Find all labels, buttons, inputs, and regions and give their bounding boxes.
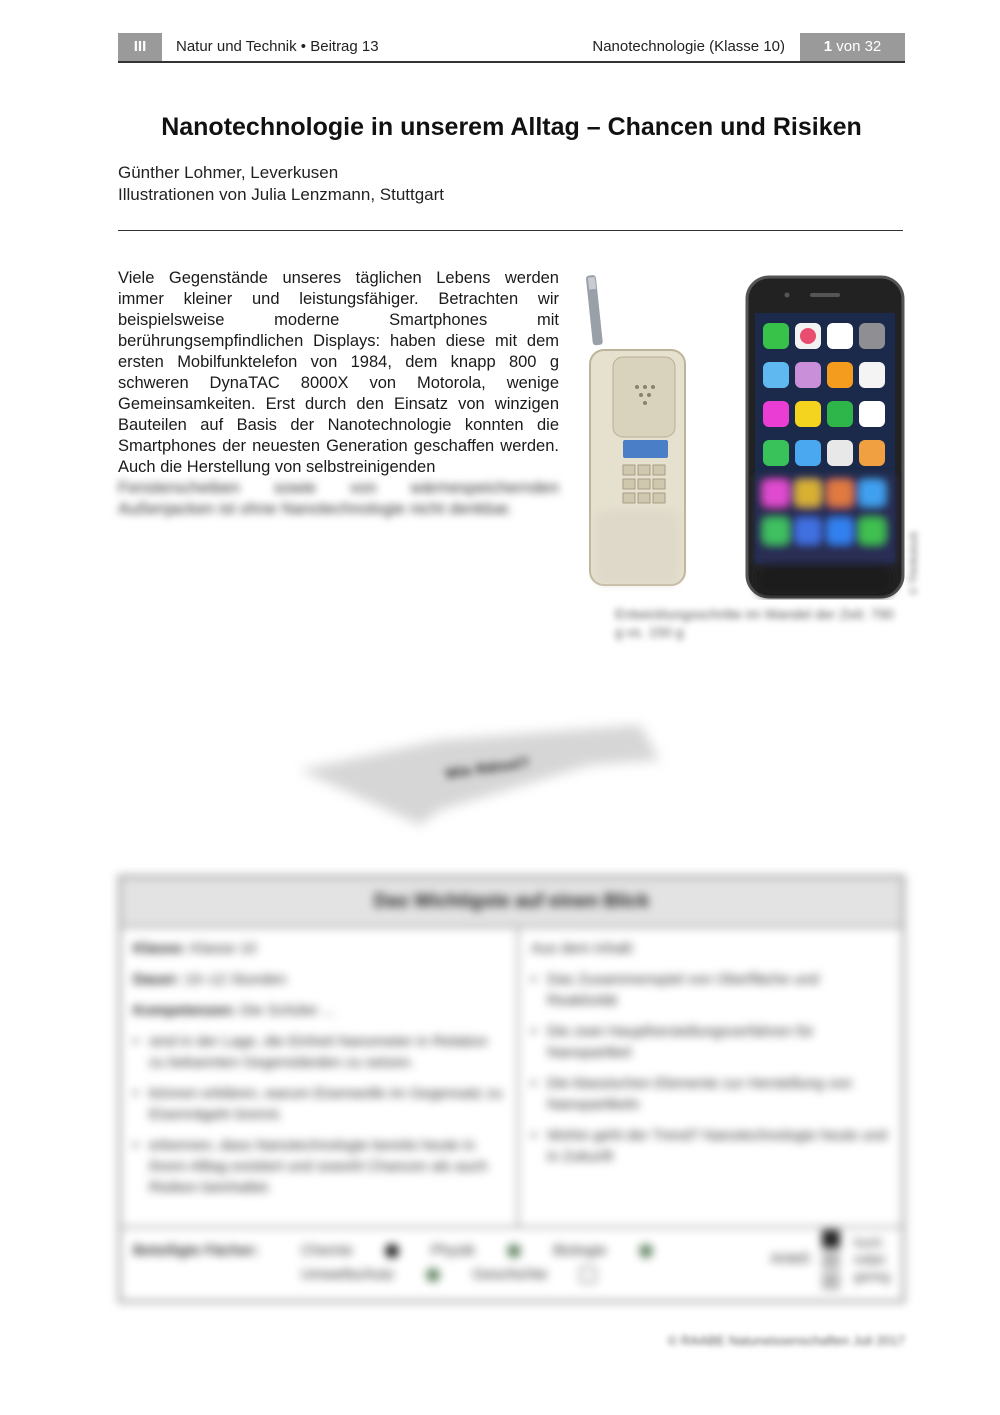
- page-header: [118, 33, 905, 63]
- faecher-row-2: [301, 1266, 624, 1283]
- list-item: • erkennen, dass Nanotechnologie bereits heute in ihrem Alltag existiert und sowohl Chancen als auch Risiken beinhaltet.: [133, 1135, 505, 1198]
- summary-box-title: Das Wichtigste auf einen Blick: [121, 878, 902, 928]
- list-item: • sind in der Lage, die Einheit Nanometer in Relation zu bekannten Gegenständen zu setzen.: [133, 1031, 505, 1073]
- summary-box-footer: [121, 1228, 902, 1302]
- level-medium-icon: [507, 1244, 521, 1258]
- intro-paragraph: Viele Gegenstände unseres täglichen Lebens werden immer kleiner und leistungsfähiger. Betrachten wir beispielsweise moderne Smartphones mit berührungsempfindlichen Displays: haben diese mit dem ersten Mobilfunktelefon von 1984, dem knapp 800 g schweren DynaTAC 8000X von Motorola, wenige Gemeinsamkeiten. Erst durch den Einsatz von winzigen Bauteilen auf Basis der Nanotechnologie konnten die Smartphones der neuesten Generation geschaffen werden. Auch die Herstellung von selbstreinigenden: [118, 269, 559, 476]
- page-current: 1: [823, 38, 833, 55]
- list-item: • Wohin geht der Trend? Nanotechnologie heute und in Zukunft: [531, 1125, 890, 1167]
- level-bars-icon: [822, 1230, 840, 1300]
- fach-geschichte: Geschichte: [473, 1266, 596, 1283]
- level-medium-icon: [426, 1268, 440, 1282]
- author-block: [118, 162, 444, 206]
- inhalt-heading: Aus dem Inhalt:: [531, 940, 636, 957]
- summary-left-column: [121, 928, 519, 1226]
- summary-box: [118, 875, 905, 1303]
- list-item: • Die klassischen Elemente zur Herstellung von Nanopartikeln: [531, 1073, 890, 1115]
- list-item: • können erklären, warum Eisenwolle im Gegensatz zu Eisennägeln brennt.: [133, 1083, 505, 1125]
- intro-paragraph-blurred: Fensterscheiben sowie von wärmespeichernden Außenjacken ist ohne Nanotechnologie nicht denkbar.: [118, 479, 559, 518]
- klasse-row: Klasse: Klasse 10: [133, 940, 257, 957]
- title-divider: [118, 230, 903, 231]
- old-mobile-phone-image: [585, 275, 700, 605]
- smartphone-image: [745, 275, 905, 600]
- author-name: Günther Lohmer, Leverkusen: [118, 163, 339, 182]
- dauer-row: Dauer: 10–12 Stunden: [133, 971, 287, 988]
- banner-label: Wie Rätsel?: [444, 754, 531, 783]
- list-item: • Die zwei Hauptherstellungsverfahren für Nanopartikel: [531, 1021, 890, 1063]
- image-caption: Entwicklungsschritte im Wandel der Zeit: 790 g vs. 150 g: [615, 606, 894, 640]
- series-number: III: [118, 33, 162, 61]
- level-medium-icon: [639, 1244, 653, 1258]
- level-high-icon: [385, 1244, 399, 1258]
- level-legend: hoch mittel gering: [853, 1235, 890, 1284]
- illustrator-name: Illustrationen von Julia Lenzmann, Stuttgart: [118, 185, 445, 204]
- fach-biologie: Biologie: [553, 1242, 652, 1259]
- level-low-icon: [580, 1267, 596, 1283]
- topic-label: Nanotechnologie (Klasse 10): [592, 38, 785, 55]
- page-total: von 32: [832, 38, 882, 55]
- anteil-label: Anteil:: [770, 1250, 812, 1267]
- fach-physik: Physik: [431, 1242, 521, 1259]
- summary-box-columns: [121, 928, 902, 1228]
- document-title: Nanotechnologie in unserem Alltag – Chancen und Risiken: [161, 113, 862, 141]
- copyright-notice: © RAABE Naturwissenschaften Juli 2017: [667, 1333, 905, 1348]
- series-label: Natur und Technik • Beitrag 13: [176, 38, 379, 55]
- kompetenzen-row: Kompetenzen: Die Schüler ...: [133, 1002, 335, 1019]
- fach-umweltschutz: Umweltschutz: [301, 1266, 440, 1283]
- faecher-label: Beteiligte Fächer:: [133, 1242, 259, 1259]
- summary-right-column: [519, 928, 902, 1187]
- page-indicator: [800, 33, 905, 61]
- faecher-row-1: [301, 1242, 681, 1259]
- fach-chemie: Chemie: [301, 1242, 399, 1259]
- image-credit: © Thinkstock: [908, 531, 920, 595]
- list-item: • Das Zusammenspiel von Oberfläche und Reaktivität: [531, 969, 890, 1011]
